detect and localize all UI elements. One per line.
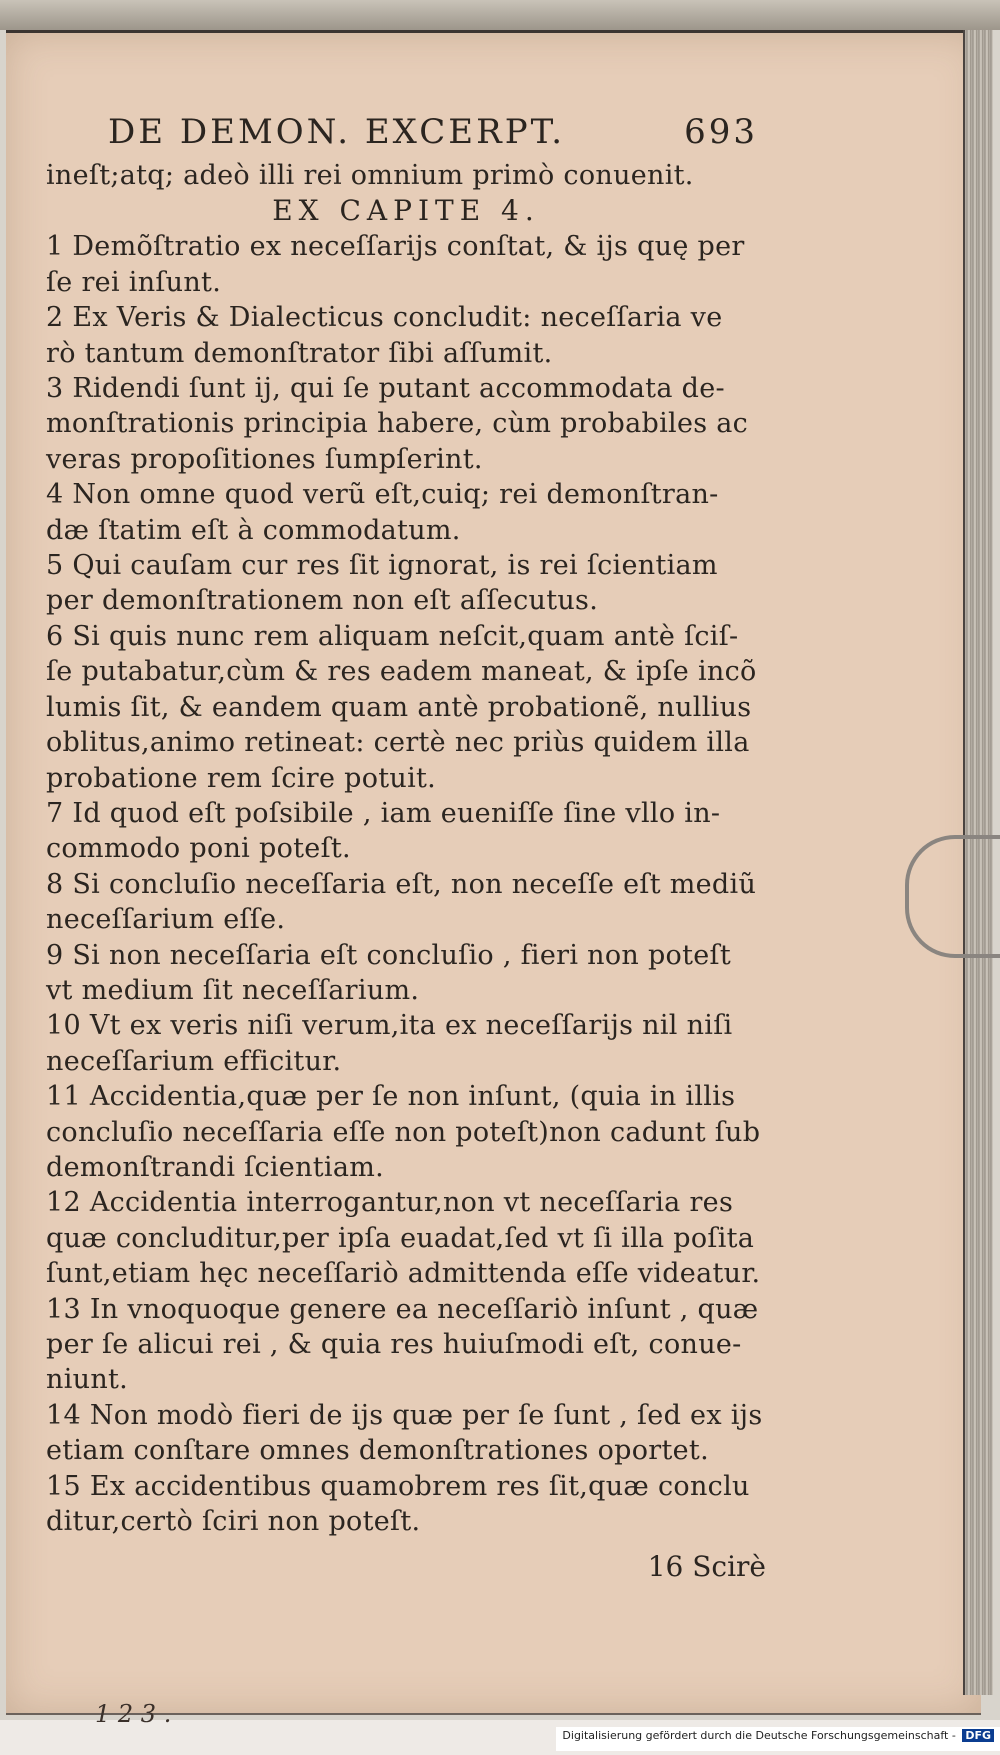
text-line: veras propoſitiones ſumpſerint. (46, 443, 483, 475)
text-line: 8 Si concluſio neceſſaria eſt, non neceſſe eſt mediũ (46, 868, 757, 900)
credit-text: Digitalisierung gefördert durch die Deutsche Forschungsgemeinschaft - (562, 1729, 956, 1742)
chapter-heading: EX CAPITE 4. (272, 194, 540, 228)
bottom-mark: 1 2 3 . (95, 1700, 172, 1728)
text-line: 15 Ex accidentibus quamobrem res ſit,quæ conclu (46, 1470, 750, 1502)
text-line: 12 Accidentia interrogantur,non vt neceſſaria res (46, 1187, 734, 1219)
text-line: 4 Non omne quod verũ eſt,cuiq; rei demonſtran- (46, 479, 719, 511)
text-line: dæ ſtatim eſt à commodatum. (46, 514, 461, 546)
text-line: 11 Accidentia,quæ per ſe non inſunt, (quia in illis (46, 1081, 736, 1113)
text-line: rò tantum demonſtrator ſibi aſſumit. (46, 337, 553, 369)
text-line: probatione rem ſcire potuit. (46, 762, 437, 794)
text-line: quæ concluditur,per ipſa euadat,ſed vt ſi illa poſita (46, 1222, 755, 1254)
digitization-credit (556, 1727, 1000, 1751)
text-line: 5 Qui cauſam cur res ſit ignorat, is rei ſcientiam (46, 550, 718, 582)
text-line: concluſio neceſſaria eſſe non poteſt)non cadunt ſub (46, 1116, 761, 1148)
text-lines (46, 229, 766, 1539)
text-line: 9 Si non neceſſaria eſt concluſio , fieri non poteſt (46, 939, 731, 971)
text-line: neceſſarium efficitur. (46, 1045, 342, 1077)
text-line: ſe rei inſunt. (46, 266, 222, 298)
book-clasp (905, 835, 1000, 958)
page-number: 693 (684, 112, 758, 152)
catchword: 16 Scirè (647, 1550, 766, 1584)
book-top-edge (0, 0, 1000, 30)
text-line: 3 Ridendi ſunt ij, qui ſe putant accommodata de- (46, 373, 725, 405)
text-line: 14 Non modò fieri de ijs quæ per ſe ſunt , ſed ex ijs (46, 1399, 763, 1431)
text-line: vt medium ſit neceſſarium. (46, 974, 420, 1006)
text-line: oblitus,animo retineat: certè nec priùs quidem illa (46, 727, 750, 759)
running-head (108, 112, 758, 158)
opening-line: ineſt;atq; adeò illi rei omnium primò conuenit. (46, 160, 694, 191)
text-line: 2 Ex Veris & Dialecticus concludit: neceſſaria ve (46, 302, 723, 334)
text-line: monſtrationis principia habere, cùm probabiles ac (46, 408, 749, 440)
text-line: 6 Si quis nunc rem aliquam neſcit,quam antè ſciſ- (46, 620, 739, 652)
text-line: ſunt,etiam hęc neceſſariò admittenda eſſe videatur. (46, 1258, 761, 1290)
text-line: niunt. (46, 1364, 129, 1396)
text-line: per demonſtrationem non eſt aſſecutus. (46, 585, 599, 617)
text-line: ſe putabatur,cùm & res eadem maneat, & ipſe incõ (46, 656, 757, 688)
dfg-logo: DFG (962, 1729, 994, 1742)
text-line: 1 Demõſtratio ex neceſſarijs conſtat, & ijs quę per (46, 231, 745, 263)
text-line: lumis ſit, & eandem quam antè probationẽ, nullius (46, 691, 752, 723)
text-line: neceſſarium eſſe. (46, 904, 286, 936)
text-line: demonſtrandi ſcientiam. (46, 1151, 385, 1183)
text-line: etiam conſtare omnes demonſtrationes oportet. (46, 1435, 709, 1467)
text-line: per ſe alicui rei , & quia res huiuſmodi eſt, conue- (46, 1329, 742, 1360)
text-line: 13 In vnoquoque genere ea neceſſariò inſunt , quæ (46, 1293, 759, 1325)
text-line: ditur,certò ſciri non poteſt. (46, 1506, 421, 1538)
text-line: 7 Id quod eſt poſsibile , iam eueniſſe ſine vllo in- (46, 797, 721, 829)
text-line: 10 Vt ex veris niſi verum,ita ex neceſſarijs nil niſi (46, 1010, 733, 1042)
running-head-title: DE DEMON. EXCERPT. (108, 112, 566, 152)
text-line: commodo poni poteſt. (46, 833, 351, 865)
page-text-block (46, 112, 766, 1587)
